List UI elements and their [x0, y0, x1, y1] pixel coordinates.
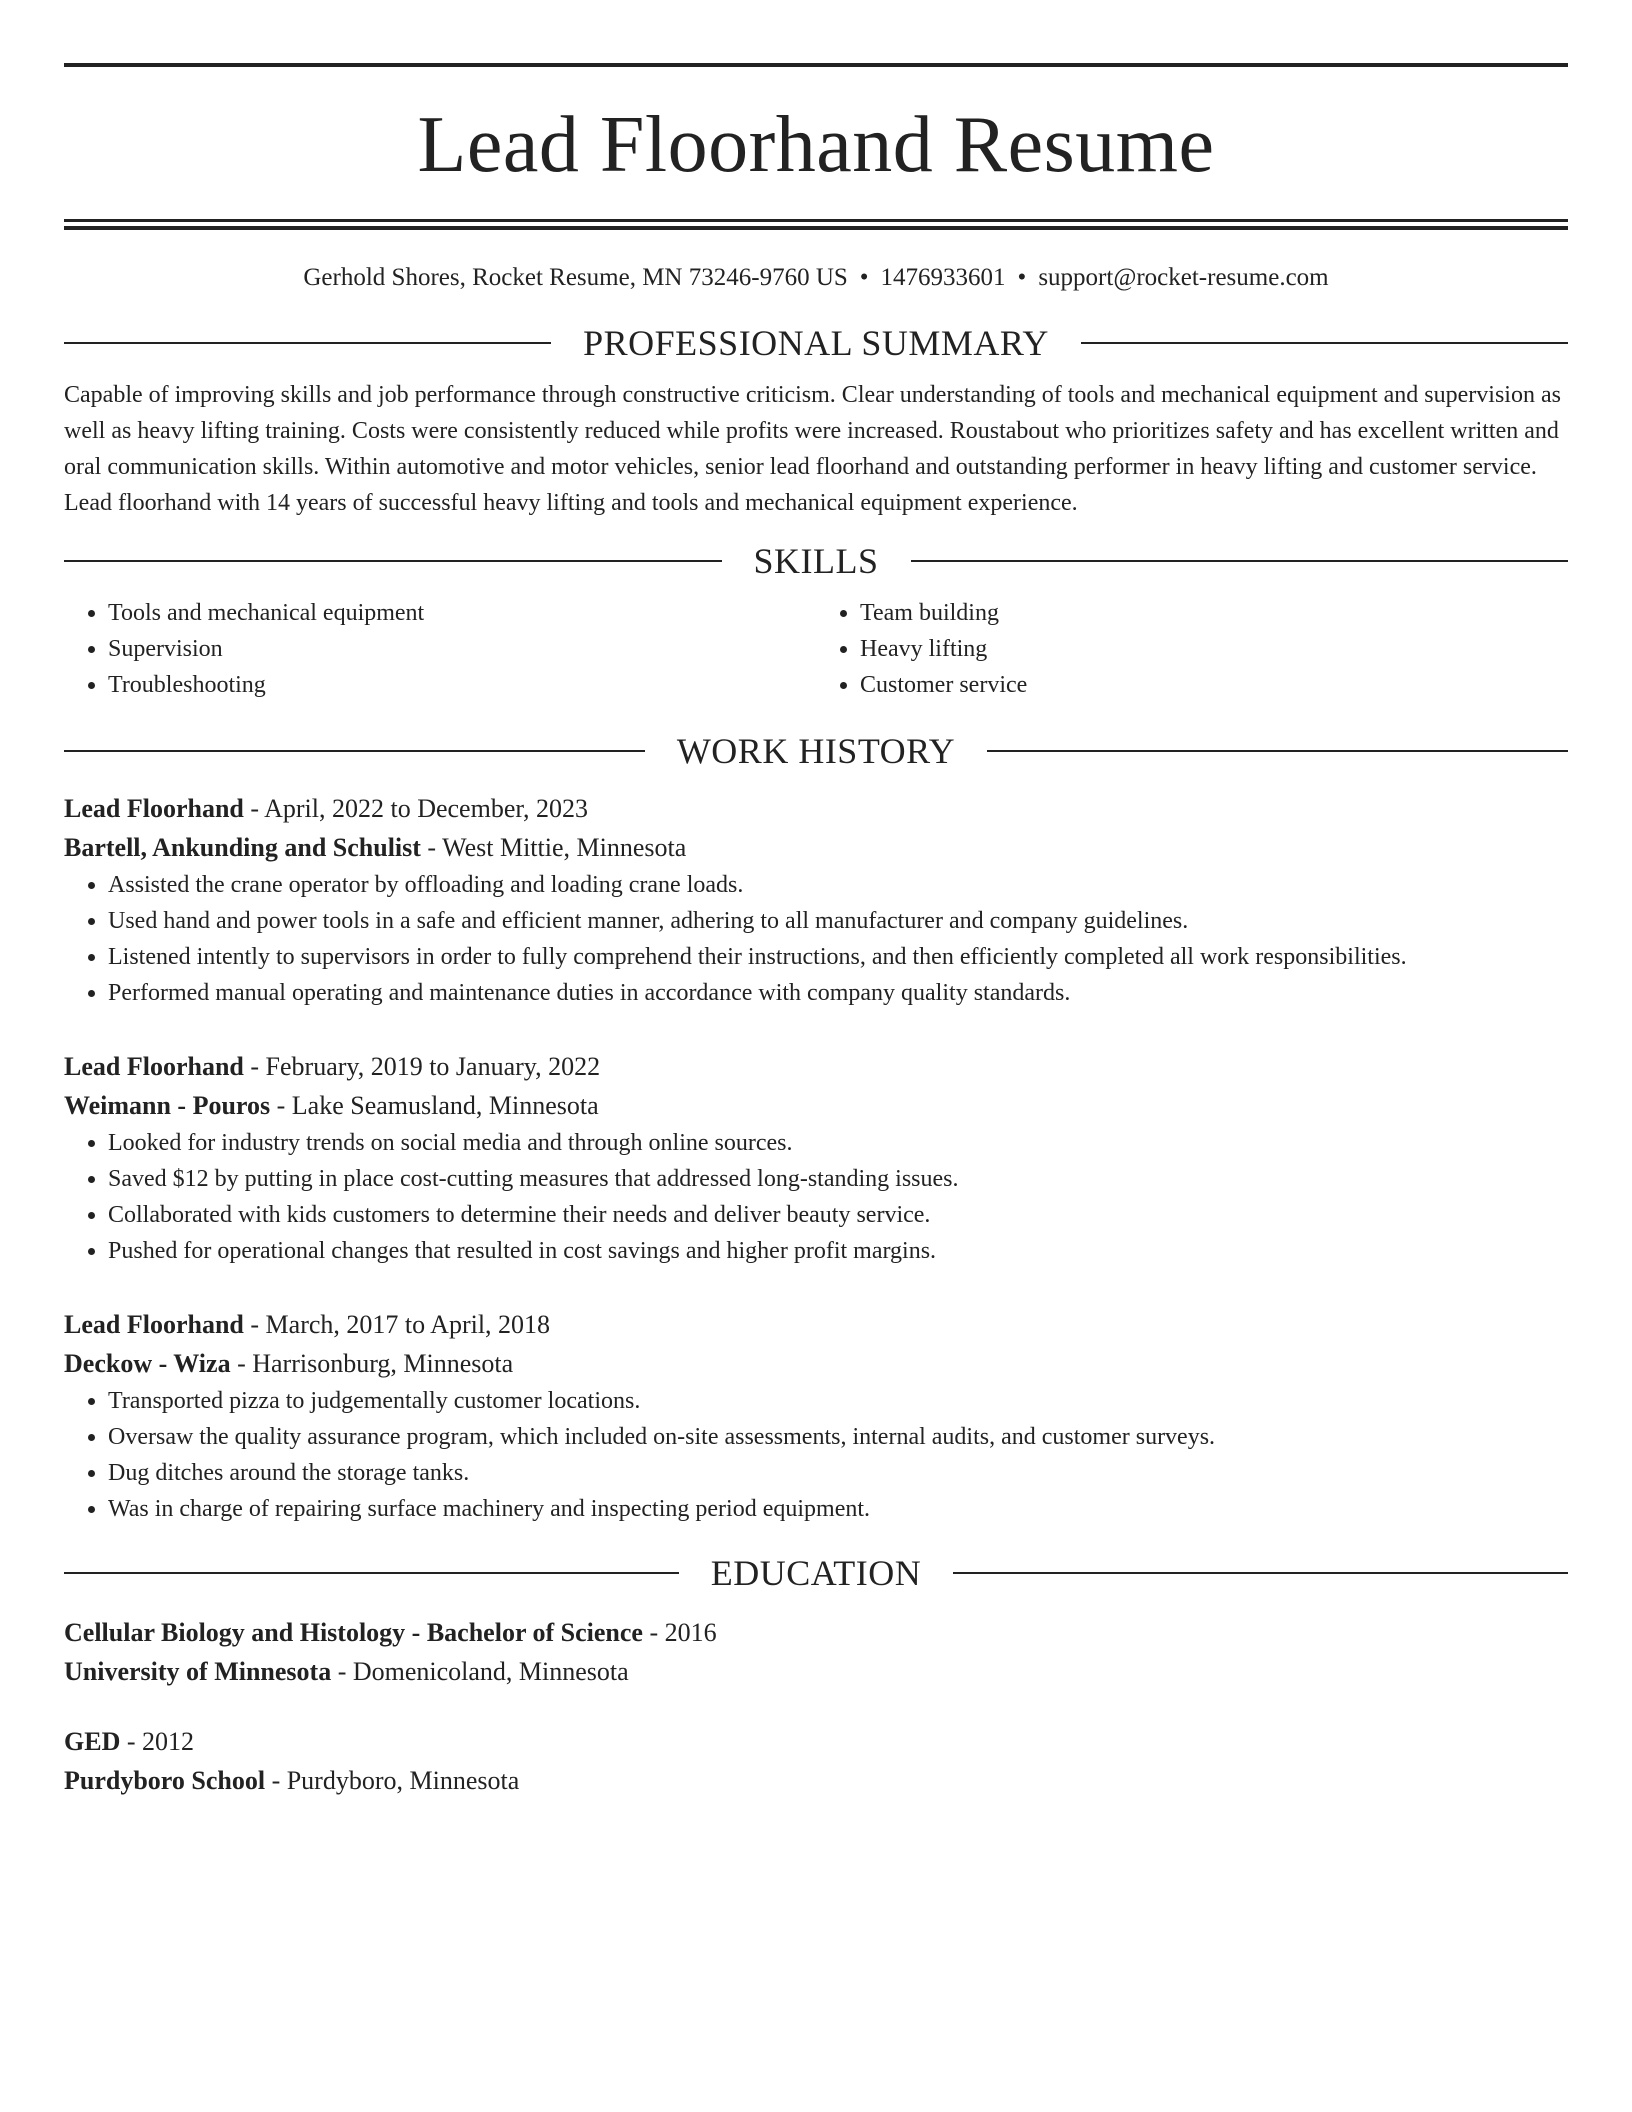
education-entry: [64, 1722, 1568, 1800]
resume-title: Lead Floorhand Resume: [417, 101, 1215, 189]
job-heading: [64, 789, 1568, 828]
education-degree-line: [64, 1613, 1568, 1652]
job-duty: • Saved $12 by putting in place cost-cutting measures that addressed long-standing issues.: [108, 1161, 1568, 1197]
education-location: - Purdyboro, Minnesota: [265, 1766, 520, 1795]
job-duties: [64, 1125, 1568, 1269]
job-duty: • Oversaw the quality assurance program, which included on-site assessments, internal audits, and customer surveys.: [108, 1419, 1568, 1455]
job-duty: • Was in charge of repairing surface machinery and inspecting period equipment.: [108, 1491, 1568, 1527]
job-location: - West Mittie, Minnesota: [420, 833, 687, 862]
contact-email: support@rocket-resume.com: [1038, 264, 1329, 291]
section-title-summary: PROFESSIONAL SUMMARY: [583, 323, 1049, 363]
contact-separator: •: [859, 264, 869, 291]
section-header-education: [64, 1551, 1568, 1595]
skills-column-left: [64, 595, 816, 703]
job-duty: • Collaborated with kids customers to determine their needs and deliver beauty service.: [108, 1197, 1568, 1233]
job-duty: • Transported pizza to judgementally customer locations.: [108, 1383, 1568, 1419]
education-location: - Domenicoland, Minnesota: [331, 1657, 629, 1686]
education-school-line: [64, 1652, 1568, 1691]
section-rule: [987, 750, 1568, 752]
education-entry: [64, 1613, 1568, 1691]
job-company: Bartell, Ankunding and Schulist: [64, 833, 421, 862]
education-school-line: [64, 1761, 1568, 1800]
top-rule: [64, 63, 1568, 67]
skills-column-right: [816, 595, 1568, 703]
section-title-skills: SKILLS: [753, 541, 879, 581]
job-duty: • Listened intently to supervisors in order to fully comprehend their instructions, and then efficiently completed all work responsibilities.: [108, 939, 1568, 975]
job-company-line: [64, 1086, 1568, 1125]
education-year: - 2016: [642, 1618, 717, 1647]
job-company-line: [64, 1344, 1568, 1383]
job-entry: [64, 789, 1568, 1011]
job-dates: - April, 2022 to December, 2023: [243, 794, 588, 823]
job-heading: [64, 1305, 1568, 1344]
section-header-skills: [64, 539, 1568, 583]
contact-line: [64, 263, 1568, 293]
section-rule: [64, 560, 722, 562]
summary-text: Capable of improving skills and job performance through constructive criticism. Clear understanding of tools and mechanical equipment and supervision as well as heavy lifting training. Costs were consistently reduced while profits were increased. Roustabout who prioritizes safety and has excellent written and oral communication skills. Within automotive and motor vehicles, senior lead floorhand and outstanding performer in heavy lifting and customer service. Lead floorhand with 14 years of successful heavy lifting and tools and mechanical equipment experience.: [64, 382, 1561, 516]
job-company: Deckow - Wiza: [64, 1349, 231, 1378]
job-company-line: [64, 828, 1568, 867]
education-school: University of Minnesota: [64, 1657, 332, 1686]
section-header-work: [64, 729, 1568, 773]
job-title: Lead Floorhand: [64, 1310, 244, 1339]
job-title: Lead Floorhand: [64, 794, 244, 823]
section-rule: [64, 342, 551, 344]
job-duties: [64, 867, 1568, 1011]
job-location: - Lake Seamusland, Minnesota: [270, 1091, 599, 1120]
job-location: - Harrisonburg, Minnesota: [230, 1349, 514, 1378]
job-duties: [64, 1383, 1568, 1527]
job-duty: • Performed manual operating and maintenance duties in accordance with company quality standards.: [108, 975, 1568, 1011]
section-rule: [953, 1572, 1568, 1574]
section-rule: [1081, 342, 1568, 344]
contact-address: Gerhold Shores, Rocket Resume, MN 73246-9760 US: [303, 264, 848, 291]
job-dates: - February, 2019 to January, 2022: [243, 1052, 601, 1081]
education-year: - 2012: [120, 1727, 195, 1756]
skill-item: • Team building: [860, 595, 1568, 631]
job-heading: [64, 1047, 1568, 1086]
job-entry: [64, 1305, 1568, 1527]
section-header-summary: [64, 321, 1568, 365]
skill-item: • Heavy lifting: [860, 631, 1568, 667]
section-rule: [64, 750, 645, 752]
title-double-rule: [64, 219, 1568, 230]
contact-phone: 1476933601: [880, 264, 1006, 291]
job-duty: • Dug ditches around the storage tanks.: [108, 1455, 1568, 1491]
education-degree: Cellular Biology and Histology - Bachelor of Science: [64, 1618, 643, 1647]
skill-item: • Customer service: [860, 667, 1568, 703]
job-entry: [64, 1047, 1568, 1269]
job-duty: • Looked for industry trends on social media and through online sources.: [108, 1125, 1568, 1161]
contact-separator: •: [1017, 264, 1027, 291]
section-rule: [64, 1572, 679, 1574]
section-title-work: WORK HISTORY: [676, 731, 956, 771]
job-company: Weimann - Pouros: [64, 1091, 271, 1120]
section-title-education: EDUCATION: [710, 1553, 922, 1593]
skill-item: • Supervision: [108, 631, 816, 667]
skill-item: • Tools and mechanical equipment: [108, 595, 816, 631]
section-rule: [911, 560, 1569, 562]
job-duty: • Used hand and power tools in a safe and efficient manner, adhering to all manufacturer and company guidelines.: [108, 903, 1568, 939]
education-degree: GED: [64, 1727, 121, 1756]
job-duty: • Pushed for operational changes that resulted in cost savings and higher profit margins.: [108, 1233, 1568, 1269]
skills-list: [64, 595, 1568, 703]
job-title: Lead Floorhand: [64, 1052, 244, 1081]
education-degree-line: [64, 1722, 1568, 1761]
job-dates: - March, 2017 to April, 2018: [243, 1310, 551, 1339]
education-school: Purdyboro School: [64, 1766, 266, 1795]
job-duty: • Assisted the crane operator by offloading and loading crane loads.: [108, 867, 1568, 903]
skill-item: • Troubleshooting: [108, 667, 816, 703]
